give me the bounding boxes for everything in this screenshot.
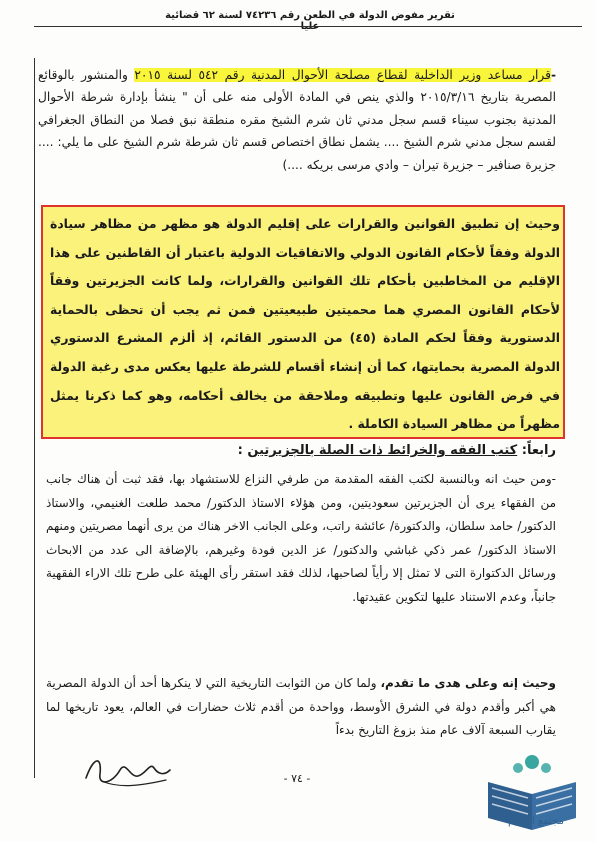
margin-rule [34, 58, 35, 778]
header-rule [34, 26, 582, 27]
paragraph-dash: - [550, 68, 557, 82]
handwritten-signature [80, 748, 175, 790]
section-title: كتب الفقه والخرائط ذات الصلة بالجزيرتين [247, 443, 518, 458]
highlight-box-text: وحيث إن تطبيق القوانين والقرارات على إقليم الدولة هو مظهر من مظاهر سيادة الدولة وفقاً لأحكام القانون الدولي والاتفاقيات الدولية باعتبار أن القاطنين على هذا الإقليم من المخاطبين بأحكام تلك القوانين والقرارات، ولما كانت الجزيرتين وفقاً لأحكام القانون المصري هما محميتين طبيعيتين فمن ثم يجب أن تحظى بالحماية الدستورية وفقاً لحكم المادة (٤٥) من الدستور القائم، إذ ألزم المشرع الدستوري الدولة المصرية بحمايتها، كما أن إنشاء أقسام للشرطة عليها يعكس مدى رغبة الدولة في فرض القانون عليها وتطبيقه وملاحقة من يخالف أحكامه، وهو كما ذكرنا يمثل مظهراً من مظاهر السيادة الكاملة . [50, 216, 560, 432]
paragraph-decree [38, 64, 556, 176]
page-number: - ٧٤ - [283, 772, 311, 785]
history-body-text: ولما كان من الثوابت التاريخية التي لا ينكرها أحد أن الدولة المصرية هي أكبر وأقدم دولة في الشرق الأوسط، وواحدة من أقدم ثلاث حضارات في العالم، يعود تاريخها لما يقارب السبعة آلاف عام منذ بزوغ التاريخ بدءاً [46, 676, 556, 738]
highlighted-decree-title: قرار مساعد وزير الداخلية لقطاع مصلحة الأحوال المدنية رقم ٥٤٢ لسنة ٢٠١٥ [134, 68, 551, 82]
paragraph-lead: وحيث إنه وعلى هدى ما تقدم، [380, 676, 556, 690]
section-number: رابعاً: [521, 443, 556, 458]
paragraph-jurisprudence: -ومن حيث انه وبالنسبة لكتب الفقه المقدمة من طرفي النزاع للاستشهاد بها، فقد ثبت أن هناك جانب من الفقهاء يرى أن الجزيرتين سعوديتين، ومن هؤلاء الاستاذ الدكتور/ محمد طلعت الغنيمي، والاستاذ الدكتور/ حامد سلطان، والدكتورة/ عائشة راتب، وعلى الجانب الاخر هناك من يرى أنهما مصريتين ومنهم الاستاذ الدكتور/ عمر ذكي غباشي والدكتور/ عز الدين فودة وغيرهم، بالإضافة الى عدد من الابحاث ورسائل الدكتوارة التى لا تمثل إلا رأياً لصاحبها، لذلك فقد استقر رأى الهيئة على طرح تلك الاراء الفقهية جانباً، وعدم الاستناد عليها لتكوين عقيدتها. [46, 472, 556, 604]
section-colon: : [237, 443, 243, 458]
paragraph-history [46, 672, 556, 743]
watermark-text: مجتمع التعليم [508, 816, 564, 827]
section-heading [238, 443, 556, 458]
decree-body-text: والمنشور بالوقائع المصرية بتاريخ ٢٠١٥/٣/١٦ والذي ينص في المادة الأولى منه على أن " ينشأ بإدارة شرطة الأحوال المدنية بجنوب سيناء قسم سجل مدني ثان شرم الشيخ مقره منطقة نبق فصلا من النطاق الجغرافي لقسم سجل مدني شرم الشيخ .... يشمل نطاق اختصاص قسم ثان شرطة شرم الشيخ على ما يلي: .... جزيرة صنافير – جزيرة تيران – وادي مرسى بريكه ....) [38, 68, 557, 172]
page-header: تقرير مفوض الدولة في الطعن رقم ٧٤٢٣٦ لسنة ٦٢ قضائية عليا [165, 10, 455, 32]
